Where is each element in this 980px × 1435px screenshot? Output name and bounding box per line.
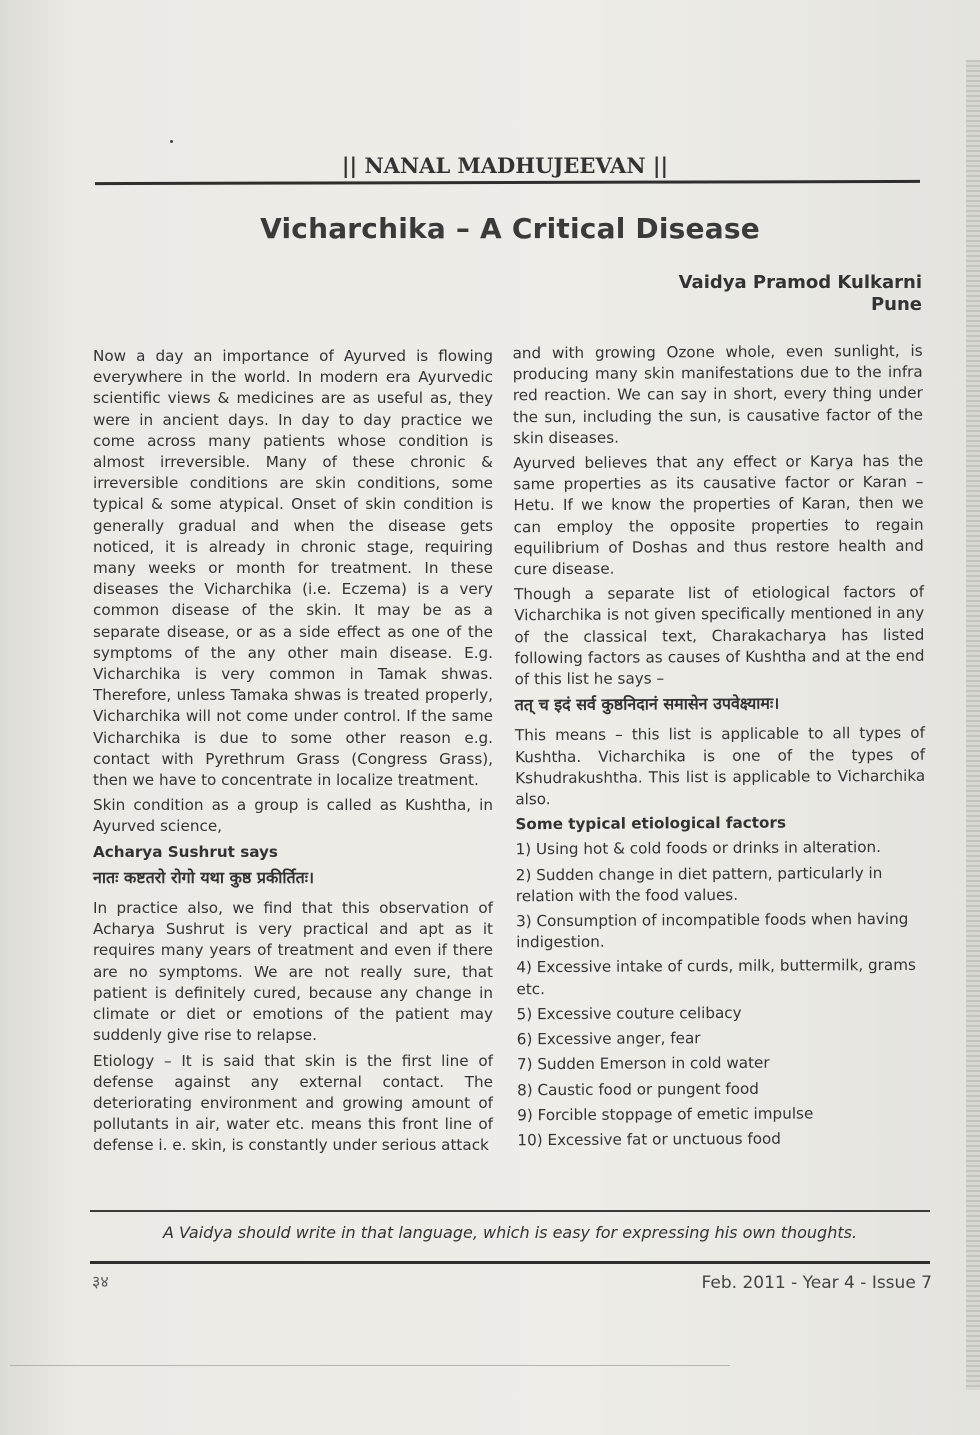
list-item: 2) Sudden change in diet pattern, particularly in relation with the food values.: [515, 863, 883, 906]
issue-info: Feb. 2011 - Year 4 - Issue 7: [701, 1273, 932, 1293]
section-heading-factors: Some typical etiological factors: [515, 813, 787, 834]
author-place: Pune: [870, 294, 922, 315]
book-spine-edge: [966, 60, 980, 1390]
list-item: 9) Forcible stoppage of emetic impulse: [517, 1104, 814, 1124]
footer-rule-top: [90, 1210, 930, 1212]
right-paragraph-4: This means – this list is applicable to all types of Kushtha. Vicharchika is one of the types of Kshudrakushtha. This list is applicable to Vicharchika also.: [514, 724, 926, 809]
list-item: 5) Excessive couture celibacy: [516, 1003, 742, 1024]
left-paragraph-3: In practice also, we find that this observation of Acharya Sushrut is very practical and apt as it requires many years of treatment and even if there are no symptoms. We are not really sure, that patient is definitely cured, because any change in climate or diet or emotions of the patient may suddenly give rise to relapse.: [93, 899, 493, 1045]
right-paragraph-2: Ayurved believes that any effect or Karya has the same properties as its causative factor or Karan – Hetu. If we know the properties of Karan, then we can employ the opposite properties to regain equilibrium of Doshas and thus restore health and cure disease.: [513, 451, 924, 579]
article-title: Vicharchika – A Critical Disease: [260, 212, 760, 245]
list-item: 8) Caustic food or pungent food: [517, 1079, 759, 1099]
masthead: || NANAL MADHUJEEVAN ||: [341, 153, 669, 178]
list-item: 7) Sudden Emerson in cold water: [516, 1054, 770, 1074]
print-speck: [170, 140, 173, 143]
left-paragraph-2: Skin condition as a group is called as Kushtha, in Ayurved science,: [93, 796, 493, 836]
footer-quote: A Vaidya should write in that language, which is easy for expressing his own thoughts.: [162, 1223, 858, 1242]
list-item: 6) Excessive anger, fear: [516, 1029, 701, 1049]
right-paragraph-3: Though a separate list of etiological factors of Vicharchika is not given specifically mentioned in any of the classical text, Charakacharya has listed following factors as causes of Kushtha and at the end of this list he says –: [514, 582, 925, 689]
right-paragraph-1: and with growing Ozone whole, even sunlight, is producing many skin manifestations due to the infra red reaction. We can say in short, every thing under the sun, including the sun, is causative factor of the skin diseases.: [512, 341, 924, 448]
left-column: [93, 346, 493, 1161]
sanskrit-verse-sushrut: नातः कष्टतरो रोगो यथा कुष्ठ प्रकीर्तितः।: [93, 867, 315, 887]
list-item: 4) Excessive intake of curds, milk, buttermilk, grams etc.: [516, 956, 916, 998]
list-item: 3) Consumption of incompatible foods when having indigestion.: [515, 909, 909, 952]
left-paragraph-4: Etiology – It is said that skin is the first line of defense against any external contact. The deteriorating environment and growing amount of pollutants in air, water etc. means this front line of defense i. e. skin, is constantly under serious attack: [93, 1051, 493, 1155]
author-name: Vaidya Pramod Kulkarni: [678, 272, 922, 293]
sanskrit-verse-charaka: तत् च इदं सर्व कुष्ठनिदानं समासेन उपवेक्ष्यामः।: [514, 693, 780, 715]
list-item: 10) Excessive fat or unctuous food: [517, 1129, 781, 1150]
right-column: [513, 341, 928, 1156]
page-number: ३४: [92, 1272, 109, 1291]
paper-edge-line: [10, 1365, 730, 1366]
etiological-factors-list: [516, 837, 928, 1151]
left-paragraph-1: Now a day an importance of Ayurved is flowing everywhere in the world. In modern era Ayurvedic scientific views & medicines are as useful as, they were in ancient days. In day to day practice we come across many patients whose condition is almost irreversible. Many of these chronic & irreversible conditions are skin conditions, some typical & some atypical. Onset of skin condition is generally gradual and when the disease gets noticed, it is already in chronic stage, requiring many weeks or month for treatment. In these diseases the Vicharchika (i.e. Eczema) is a very common disease of the skin. It may be as a separate disease, or as a side effect as one of the symptoms of the any other main disease. E.g. Vicharchika is very common in Tamak shwas. Therefore, unless Tamaka shwas is treated properly, Vicharchika will not come under control. If the same Vicharchika is due to some other reason e.g. contact with Pyrethrum Grass (Congress Grass), then we have to concentrate in localize treatment.: [93, 347, 493, 790]
header-rule: [95, 180, 920, 185]
section-heading-sushrut: Acharya Sushrut says: [93, 842, 278, 861]
author-block: [679, 272, 922, 316]
list-item: 1) Using hot & cold foods or drinks in alteration.: [515, 838, 882, 859]
footer-rule-bottom: [90, 1261, 930, 1264]
